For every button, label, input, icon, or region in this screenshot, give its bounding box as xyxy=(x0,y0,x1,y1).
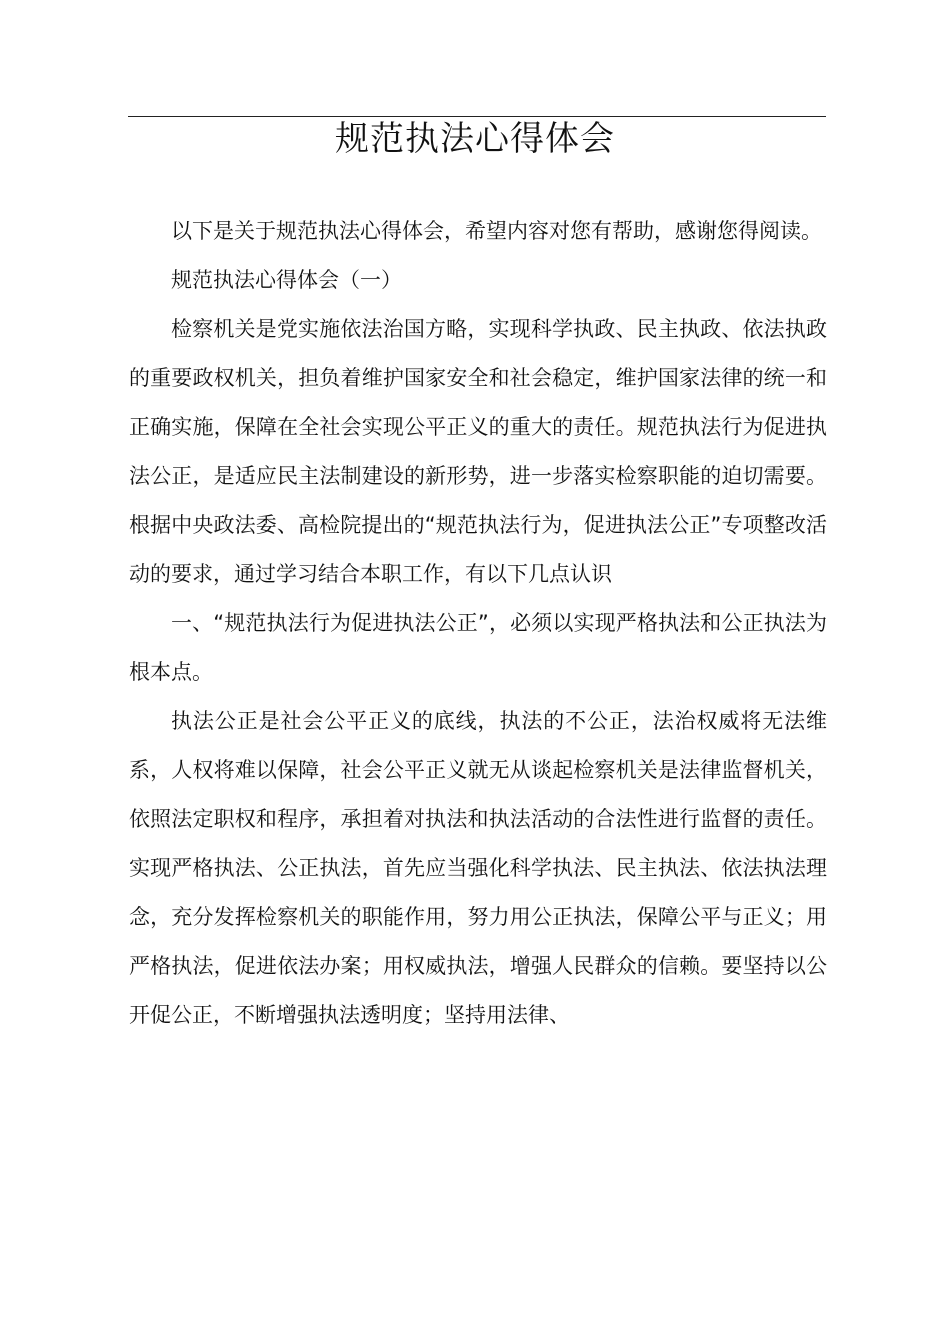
paragraph-point-one: 一、“规范执法行为促进执法公正”，必须以实现严格执法和公正执法为根本点。 xyxy=(129,611,827,684)
paragraph-body: 检察机关是党实施依法治国方略，实现科学执政、民主执政、依法执政的重要政权机关，担负着维护国家安全和社会稳定，维护国家法律的统一和正确实施，保障在全社会实现公平正义的重大的责任。规范执法行为促进执法公正，是适应民主法制建设的新形势，进一步落实检察职能的迫切需要。根据中央政法委、高检院提出的“规范执法行为，促进执法公正”专项整改活动的要求，通过学习结合本职工作，有以下几点认识 xyxy=(129,317,827,586)
document-title: 规范执法心得体会 xyxy=(335,119,615,159)
section-heading: 规范执法心得体会（一） xyxy=(171,268,402,292)
paragraph-body: 执法公正是社会公平正义的底线，执法的不公正，法治权威将无法维系，人权将难以保障，社会公平正义就无从谈起检察机关是法律监督机关，依照法定职权和程序，承担着对执法和执法活动的合法性进行监督的责任。实现严格执法、公正执法，首先应当强化科学执法、民主执法、依法执法理念，充分发挥检察机关的职能作用，努力用公正执法，保障公平与正义；用严格执法，促进依法办案；用权威执法，增强人民群众的信赖。要坚持以公开促公正，不断增强执法透明度；坚持用法律、 xyxy=(129,709,827,1027)
document-body xyxy=(129,207,827,1040)
paragraph-intro: 以下是关于规范执法心得体会，希望内容对您有帮助，感谢您得阅读。 xyxy=(171,219,822,243)
